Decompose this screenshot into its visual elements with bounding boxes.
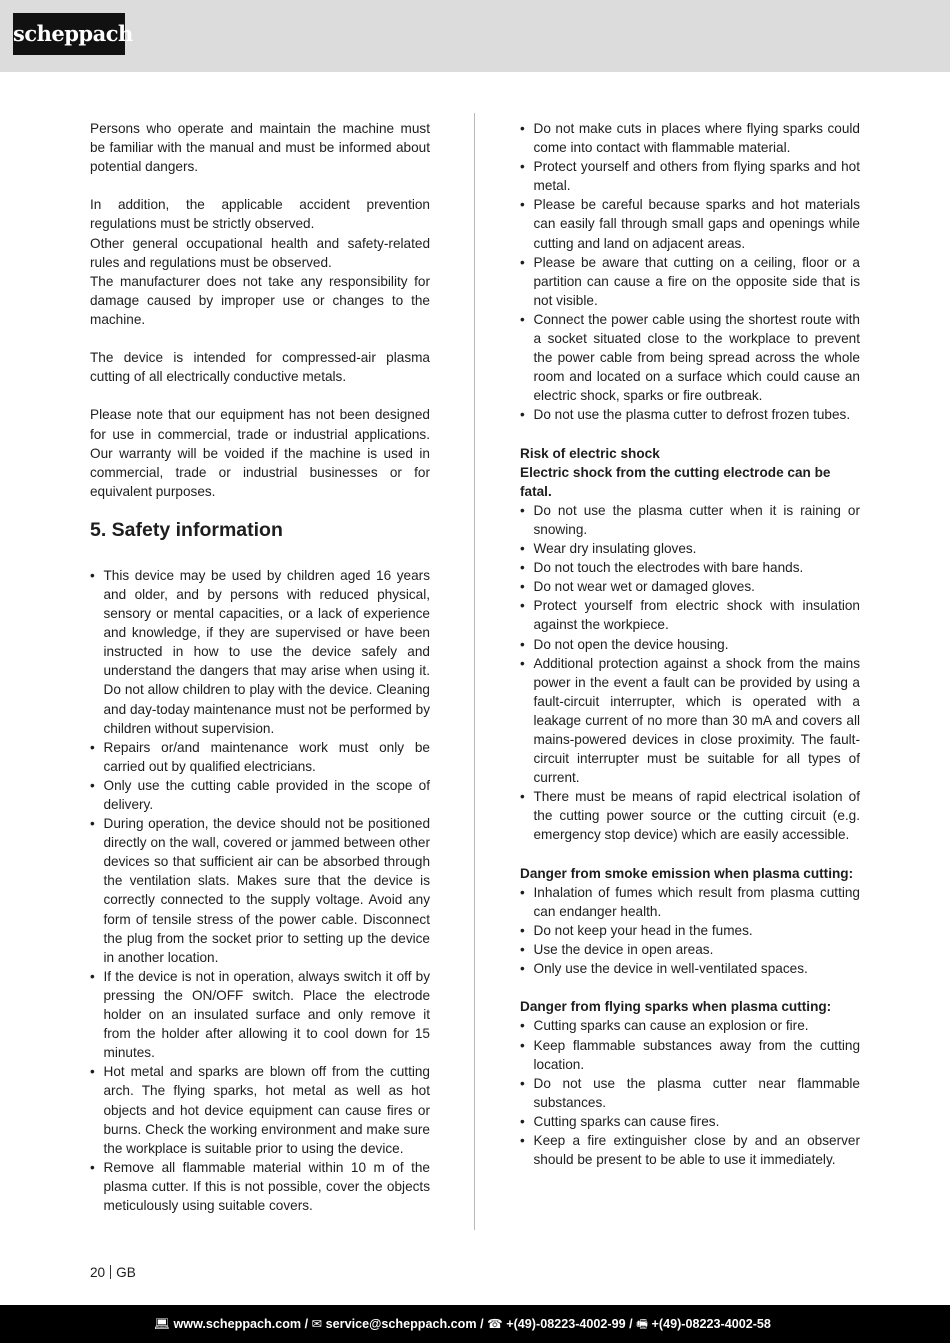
list-item: • Please be careful because sparks and hot materials can easily fall through small gaps and openings while cutting and land on adjacent areas. [520,197,860,251]
footer-bar [0,1305,950,1343]
intro-paragraph: The device is intended for compressed-air plasma cutting of all electrically conductive metals. [90,350,430,385]
list-item: • Keep flammable substances away from the cutting location. [520,1037,860,1072]
fax-icon: 🖷︎ [636,1317,649,1331]
smoke-heading: Danger from smoke emission when plasma cutting: [520,865,854,881]
list-item: • Hot metal and sparks are blown off from the cutting arch. The flying sparks, hot metal as well as hot objects and hot device equipment can cause fires or burns. Check the working environment and make sure the workplace is suitable prior to using the device. [90,1064,430,1156]
header-bar [0,0,950,72]
list-item: • There must be means of rapid electrical isolation of the cutting power source or the cutting circuit (e.g. emergency stop device) which are easily accessible. [520,789,860,843]
list-item: • Only use the cutting cable provided in the scope of delivery. [90,777,430,812]
list-item: • Cutting sparks can cause an explosion or fire. [520,1018,809,1034]
fax-number: +(49)-08223-4002-58 [651,1317,771,1331]
footer-separator: / [480,1317,484,1331]
page-number-separator [110,1265,111,1279]
column-divider [474,113,475,1230]
list-item: • Additional protection against a shock from the mains power in the event a fault can be provided by using a fault-circuit interrupter, which is operated with a leakage current of no more than 30 mA and covers all mains-powered devices in close proximity. The fault-circuit interrupter must be suitable for all types of current. [520,655,860,786]
electric-list [520,501,860,845]
list-item: • Keep a fire extinguisher close by and an observer should be present to be able to use it immediately. [520,1132,860,1168]
smoke-list [520,883,860,978]
list-item: • Do not wear wet or damaged gloves. [520,579,755,595]
intro-paragraph: Other general occupational health and safety-related rules and regulations must be observed. [90,235,430,270]
list-item: • Protect yourself from electric shock with insulation against the workpiece. [520,598,860,633]
flying-list [520,1016,860,1169]
scheppach-logo: scheppach [13,13,125,55]
sparks-list [520,119,860,425]
website-link[interactable]: www.scheppach.com [173,1317,302,1331]
list-item: • Do not use the plasma cutter when it is raining or snowing. [520,502,860,537]
right-column [520,119,860,1169]
list-item: • Do not keep your head in the fumes. [520,922,753,938]
page-number-value: 20 [90,1265,106,1280]
list-item: • Use the device in open areas. [520,942,714,958]
footer-separator: / [629,1317,633,1331]
list-item: • Do not open the device housing. [520,636,729,652]
list-item: • Do not make cuts in places where flying sparks could come into contact with flammable material. [520,121,860,156]
list-item: • Do not use the plasma cutter near flammable substances. [520,1075,860,1110]
list-item: • During operation, the device should not be positioned directly on the wall, covered or jammed between other devices so that sufficient air can be absorbed through the ventilation slats. Makes sure that the device is correctly connected to the supply voltage. Avoid any form of tensile stress of the power cable. Disconnect the plug from the socket prior to setting up the device in another location. [90,816,430,965]
intro-paragraph: The manufacturer does not take any responsibility for damage caused by improper use or changes to the machine. [90,273,430,327]
electric-shock-heading: Risk of electric shock [520,445,660,461]
email-link[interactable]: service@scheppach.com [325,1317,477,1331]
page-number [90,1265,136,1280]
language-code: GB [116,1265,136,1280]
electric-shock-subheading: Electric shock from the cutting electrode can be fatal. [520,464,831,499]
list-item: • Only use the device in well-ventilated spaces. [520,961,808,977]
flying-sparks-heading: Danger from flying sparks when plasma cutting: [520,999,832,1015]
list-item: • Repairs or/and maintenance work must only be carried out by qualified electricians. [90,739,430,774]
list-item: • Do not touch the electrodes with bare hands. [520,560,804,576]
intro-paragraph: Persons who operate and maintain the machine must be familiar with the manual and must be informed about potential dangers. [90,121,430,175]
phone-icon: ☎ [487,1317,503,1331]
phone-number: +(49)-08223-4002-99 [506,1317,626,1331]
list-item: • Inhalation of fumes which result from plasma cutting can endanger health. [520,884,860,919]
contact-line [154,1305,771,1343]
list-item: • Cutting sparks can cause fires. [520,1113,720,1129]
footer-separator: / [304,1317,309,1331]
list-item: • Do not use the plasma cutter to defrost frozen tubes. [520,407,851,423]
list-item: • Remove all flammable material within 10 m of the plasma cutter. If this is not possible, cover the objects meticulously using suitable covers. [90,1159,430,1213]
intro-paragraph: Please note that our equipment has not been designed for use in commercial, trade or industrial applications. Our warranty will be voided if the machine is used in commercial, trade or industrial businesses or for equivalent purposes. [90,407,430,499]
intro-paragraph: In addition, the applicable accident prevention regulations must be strictly observed. [90,197,430,232]
email-icon: ✉︎ [311,1317,323,1331]
list-item: • Wear dry insulating gloves. [520,541,697,557]
list-item: • Connect the power cable using the shortest route with a socket situated close to the workplace to prevent the power cable from being spread across the whole room and located on a surface which could cause an electric shock, sparks or fire outbreak. [520,311,860,404]
left-column [90,119,430,1215]
section-title: 5. Safety information [90,518,283,541]
list-item: • Protect yourself and others from flying sparks and hot metal. [520,159,860,194]
list-item: • If the device is not in operation, always switch it off by pressing the ON/OFF switch. Place the electrode holder on an insulated surface and only remove it from the holder after allowing it to cool down for 15 minutes. [90,968,430,1061]
list-item: • This device may be used by children aged 16 years and older, and by persons with reduced physical, sensory or mental capacities, or a lack of experience and knowledge, if they are supervised or have been instructed in how to use the device safely and understand the dangers that may arise when using it. Do not allow children to play with the device. Cleaning and day-today maintenance must not be performed by children without supervision. [90,567,430,736]
list-item: • Please be aware that cutting on a ceiling, floor or a partition can cause a fire on the opposite side that is not visible. [520,254,860,308]
safety-list [90,566,430,1215]
computer-icon: 💻︎ [154,1317,170,1331]
